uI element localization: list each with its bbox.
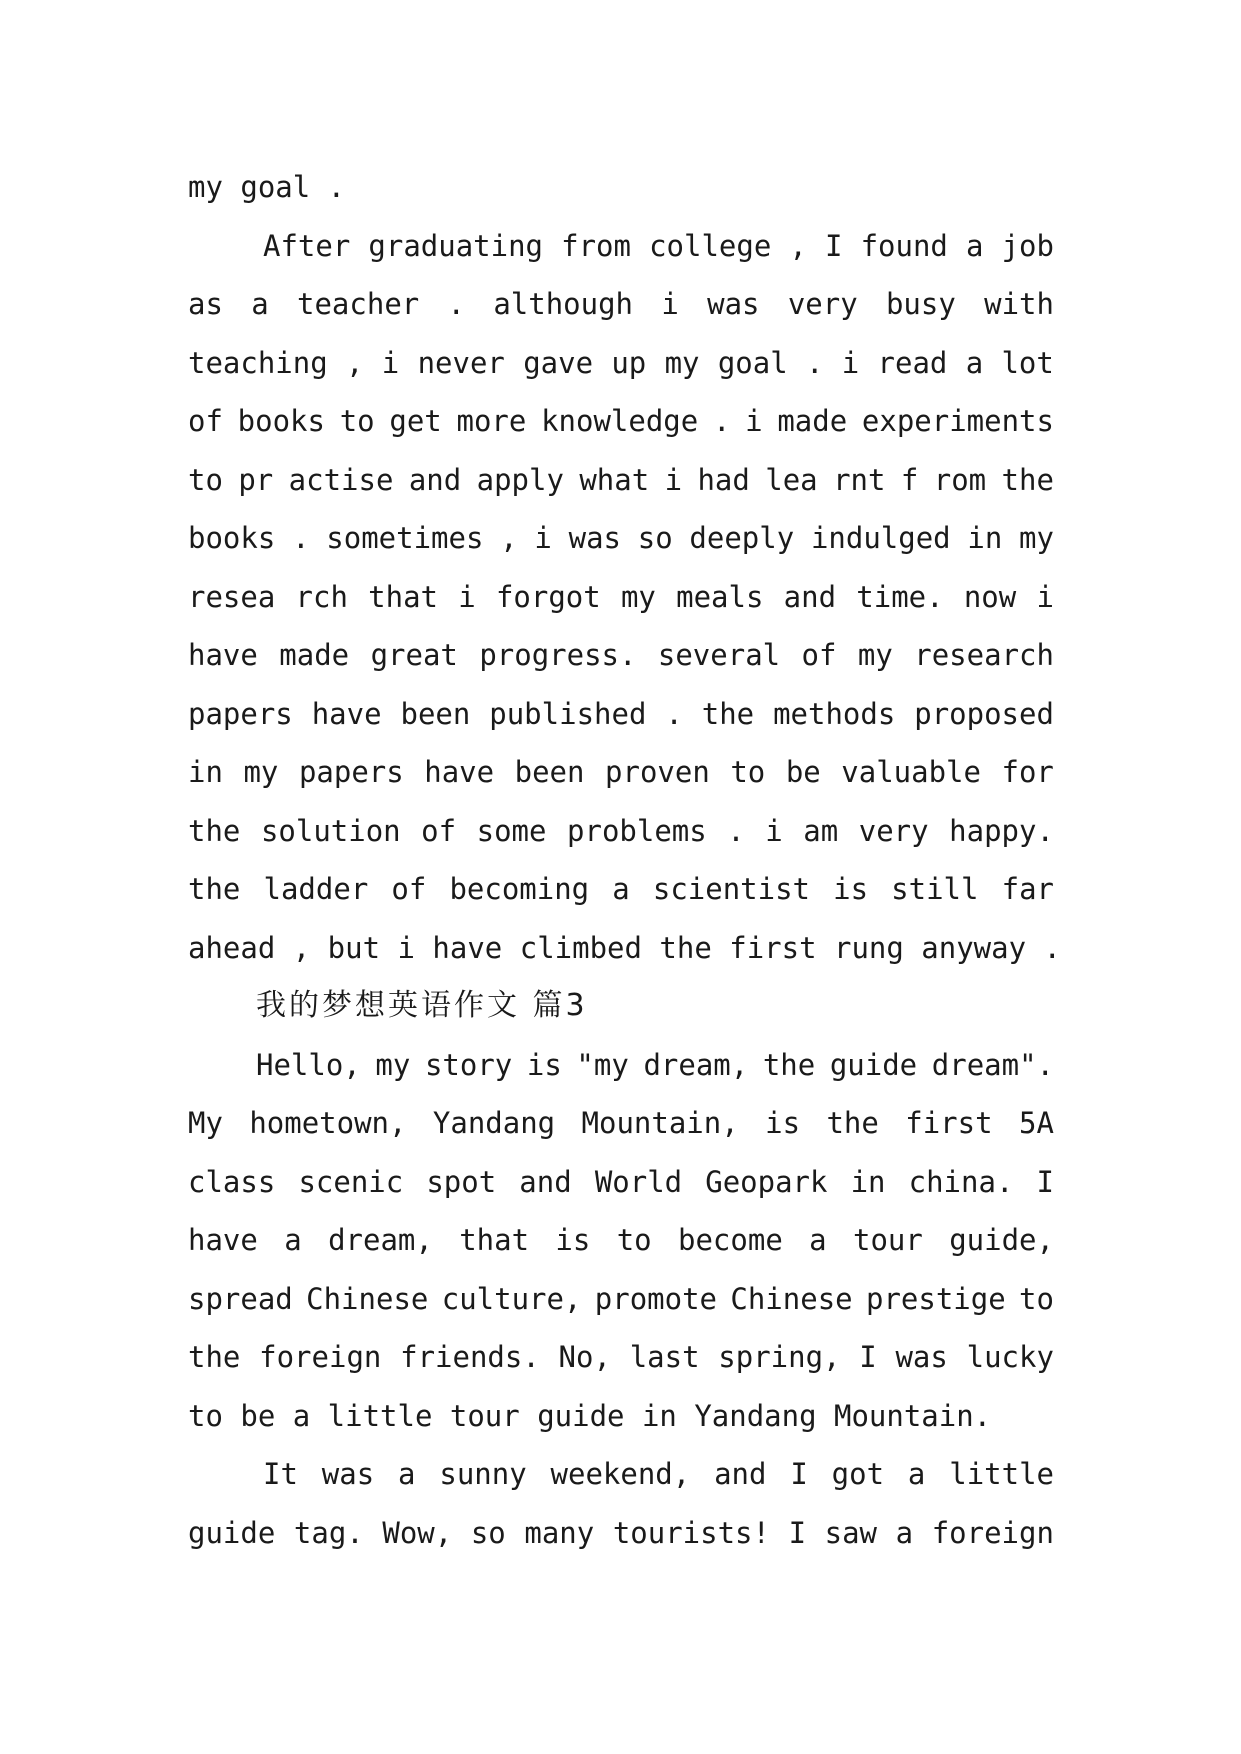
word: rom (933, 462, 987, 497)
word: as (188, 287, 223, 321)
word: Wow, (382, 1515, 453, 1550)
word: spot (426, 1164, 497, 1199)
word: read (877, 345, 948, 380)
word: f (900, 462, 919, 497)
word: scientist (652, 872, 810, 906)
word: tour (853, 1223, 923, 1257)
word: I (1036, 1164, 1054, 1199)
word: a (907, 1457, 926, 1491)
word: of (188, 404, 223, 438)
word: my (1019, 521, 1054, 555)
word: gave (523, 345, 594, 380)
text-line: to be a little tour guide in Yandang Mountain. (188, 1398, 992, 1433)
word: hometown, (249, 1106, 407, 1140)
text-line (188, 392, 1054, 451)
word: was (321, 1457, 375, 1491)
word: my (664, 345, 700, 380)
word: the (188, 813, 241, 848)
word: a (895, 1515, 914, 1550)
text-line (188, 509, 1054, 568)
word: "my (576, 1047, 629, 1082)
word: proven (605, 755, 710, 789)
word: forgot (495, 579, 601, 614)
word: have (188, 1223, 258, 1257)
word: . (712, 404, 731, 438)
word: Chinese (730, 1281, 853, 1316)
word: have (311, 696, 382, 731)
word: indulged (810, 521, 951, 555)
document-page (188, 158, 1061, 1562)
word: last (629, 1340, 700, 1374)
word: is (765, 1106, 801, 1140)
word: , (500, 521, 518, 555)
word: tourists! (612, 1515, 770, 1550)
word: i (381, 345, 400, 380)
word: guide (188, 1515, 276, 1550)
word: of (801, 638, 837, 672)
word: foreign (931, 1515, 1054, 1550)
word: actise (288, 462, 394, 497)
word: now (963, 579, 1017, 614)
word: and (783, 579, 837, 614)
paragraph-start-line (188, 1445, 1054, 1504)
word: . (292, 521, 310, 555)
word: lea (765, 462, 818, 497)
word: the (188, 872, 241, 906)
word: a (966, 228, 984, 263)
word: i (534, 521, 552, 555)
word: college (649, 228, 772, 263)
word: I (859, 1340, 877, 1374)
word: a (284, 1223, 302, 1257)
word: . (727, 813, 745, 848)
word: meals (676, 579, 764, 614)
word: lucky (966, 1340, 1054, 1374)
word: a (965, 345, 984, 380)
word: graduating (368, 228, 544, 263)
word: my (857, 638, 893, 672)
word: is (555, 1223, 591, 1257)
word: first (905, 1106, 993, 1140)
word: my (243, 755, 279, 789)
word: solution (260, 813, 401, 848)
word: i (1036, 579, 1054, 614)
word: have (188, 638, 258, 672)
word: was (895, 1340, 948, 1374)
word: am (803, 813, 839, 848)
word: to (339, 404, 375, 438)
word: It (263, 1457, 298, 1491)
word: found (860, 228, 948, 263)
text-line (188, 1153, 1054, 1212)
word: of (421, 813, 457, 848)
word: teaching (188, 345, 328, 380)
word: have (424, 755, 495, 789)
word: . (805, 345, 824, 380)
word: china. (908, 1164, 1014, 1199)
word: for (1001, 755, 1054, 789)
text-line (188, 685, 1054, 744)
word: spring, (718, 1340, 841, 1374)
word: dream, (643, 1047, 749, 1082)
word: i (661, 287, 679, 321)
word: the (1001, 462, 1054, 497)
word: and (519, 1164, 572, 1199)
word: although (493, 287, 634, 321)
word: made (777, 404, 848, 438)
word: been (400, 696, 471, 731)
word: 5A (1019, 1106, 1054, 1140)
word: methods (773, 696, 896, 731)
word: goal (717, 345, 788, 380)
word: still (891, 872, 979, 906)
word: happy. (949, 813, 1054, 848)
word: great (370, 638, 458, 672)
word: I (825, 228, 843, 263)
word: little (949, 1457, 1054, 1491)
word: and (714, 1457, 767, 1491)
text-line (188, 568, 1054, 627)
text-line (188, 1211, 1054, 1270)
word: more (456, 404, 527, 438)
word: deeply (689, 521, 795, 555)
word: guide (829, 1047, 918, 1082)
word: After (263, 228, 351, 263)
word: busy (885, 287, 956, 321)
section-heading: 我的梦想英语作文 篇3 (256, 988, 588, 1023)
word: i (765, 813, 783, 848)
word: my (620, 579, 656, 614)
word: had (697, 462, 750, 497)
word: knowledge (541, 404, 699, 438)
word: to (1019, 1281, 1054, 1316)
word: a (251, 287, 269, 321)
word: in (850, 1164, 886, 1199)
word: , (346, 345, 364, 380)
word: papers (188, 696, 293, 731)
word: the (188, 1340, 241, 1374)
word: books (237, 404, 325, 438)
word: to (730, 755, 766, 789)
word: friends. (400, 1340, 540, 1374)
word: the (762, 1047, 816, 1082)
word: lot (1001, 345, 1054, 380)
word: in (188, 755, 223, 789)
word: become (678, 1223, 783, 1257)
word: i (745, 404, 763, 438)
word: published (489, 696, 647, 731)
word: Geopark (705, 1164, 828, 1199)
word: promote (594, 1281, 718, 1316)
word: spread (188, 1281, 293, 1316)
word: saw (824, 1515, 878, 1550)
word: . (665, 696, 683, 731)
word: the (826, 1106, 879, 1140)
word: World (594, 1164, 683, 1199)
word: dream, (328, 1223, 433, 1257)
word: up (611, 345, 647, 380)
word: i (664, 462, 683, 497)
word: progress. (479, 638, 637, 672)
word: be (785, 755, 821, 789)
paragraph-start-line (188, 1036, 1054, 1095)
word: with (984, 287, 1054, 321)
word: Mountain, (581, 1106, 739, 1140)
word: i (841, 345, 860, 380)
word: papers (298, 755, 404, 789)
word: Yandang (432, 1106, 556, 1140)
word: my (375, 1047, 411, 1082)
word: was (568, 521, 621, 555)
word: a (809, 1223, 827, 1257)
word: that (459, 1223, 530, 1257)
text-line (188, 1328, 1054, 1387)
word: My (188, 1106, 223, 1140)
text-line (188, 275, 1054, 334)
word: and (408, 462, 462, 497)
text-line (188, 802, 1054, 861)
word: resea (188, 579, 276, 614)
word: got (831, 1457, 885, 1491)
paragraph-start-line (188, 217, 1054, 276)
text-line (188, 860, 1054, 919)
word: experiments (861, 404, 1054, 438)
word: some (476, 813, 547, 848)
word: culture, (441, 1281, 582, 1316)
word: rnt (833, 462, 886, 497)
word: to (616, 1223, 652, 1257)
word: been (514, 755, 585, 789)
word: many (524, 1515, 595, 1550)
word: is (833, 872, 869, 906)
word: proposed (914, 696, 1054, 731)
word: job (1001, 228, 1054, 263)
text-line (188, 743, 1054, 802)
word: , (789, 228, 807, 263)
word: dream". (931, 1047, 1054, 1082)
word: made (279, 638, 350, 672)
word: apply (476, 462, 564, 497)
word: Chinese (306, 1281, 429, 1316)
word: so (470, 1515, 506, 1550)
word: never (417, 345, 505, 380)
text-line (188, 1270, 1054, 1329)
word: becoming (449, 872, 590, 906)
text-line (188, 1504, 1054, 1563)
word: of (391, 872, 427, 906)
text-line (188, 626, 1054, 685)
word: ladder (263, 872, 369, 906)
word: Hello, (256, 1047, 361, 1082)
word: so (637, 521, 673, 555)
text-line: ahead , but i have climbed the first rung anyway . (188, 930, 1061, 965)
word: valuable (841, 755, 981, 789)
word: that (368, 579, 439, 614)
word: far (1001, 872, 1054, 906)
word: teacher (297, 287, 420, 321)
word: rch (295, 579, 348, 614)
word: pr (238, 462, 274, 497)
word: sometimes (326, 521, 484, 555)
word: guide, (949, 1223, 1054, 1257)
word: research (914, 638, 1054, 672)
word: i (458, 579, 476, 614)
word: I (788, 1515, 807, 1550)
word: from (561, 228, 631, 263)
word: is (526, 1047, 562, 1082)
word: what (579, 462, 650, 497)
word: sunny (439, 1457, 527, 1491)
word: prestige (865, 1281, 1006, 1316)
word: in (967, 521, 1003, 555)
word: get (389, 404, 442, 438)
word: very (858, 813, 929, 848)
word: books (188, 521, 276, 555)
word: tag. (293, 1515, 364, 1550)
text-line (188, 451, 1054, 510)
word: the (701, 696, 755, 731)
word: I (790, 1457, 808, 1491)
word: foreign (259, 1340, 382, 1374)
text-line (188, 1094, 1054, 1153)
text-line: my goal . (188, 170, 346, 204)
word: very (787, 287, 858, 321)
word: a (612, 872, 630, 906)
word: scenic (298, 1164, 404, 1199)
word: No, (558, 1340, 611, 1374)
word: was (707, 287, 760, 321)
word: to (188, 462, 223, 497)
word: class (188, 1164, 276, 1199)
word: . (447, 287, 466, 321)
word: several (657, 638, 781, 672)
word: story (424, 1047, 513, 1082)
text-line (188, 334, 1054, 393)
word: problems (567, 813, 707, 848)
word: a (398, 1457, 416, 1491)
word: weekend, (550, 1457, 691, 1491)
word: time. (856, 579, 944, 614)
